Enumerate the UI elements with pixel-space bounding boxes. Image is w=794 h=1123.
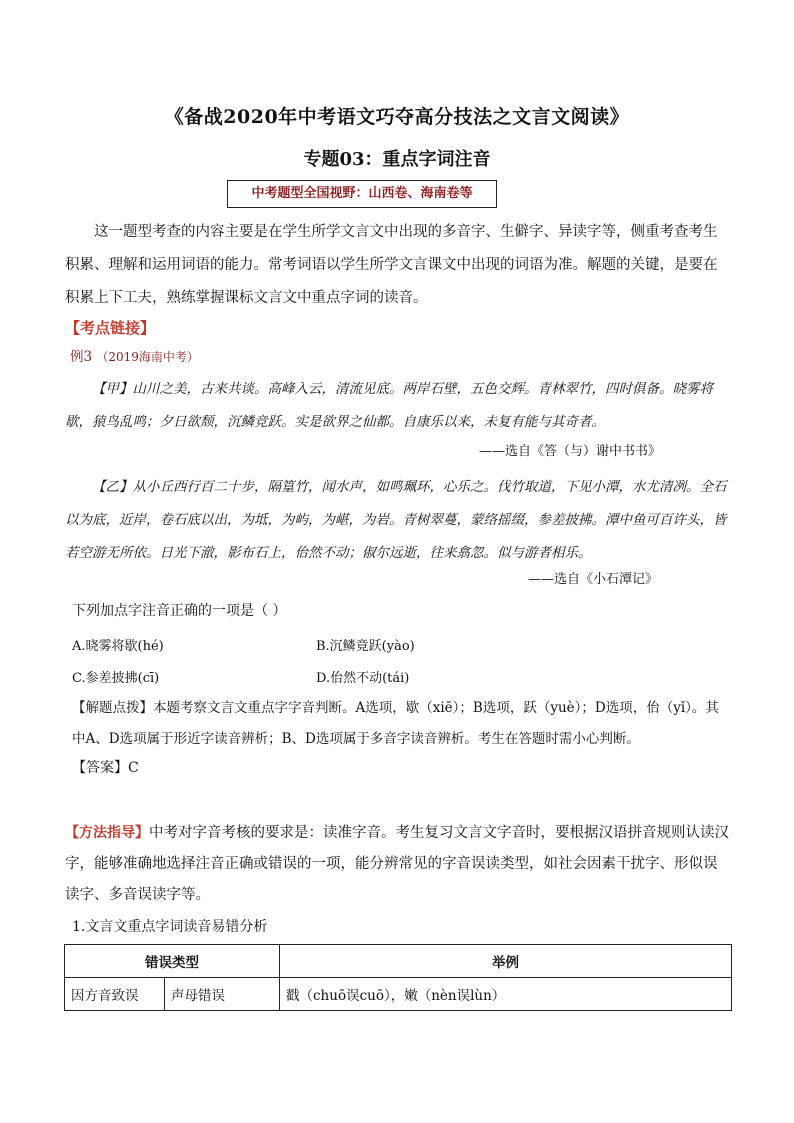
section-heading-kaodian: 【考点链接】 — [65, 319, 156, 337]
page-subtitle: 专题03：重点字词注音 — [303, 149, 491, 170]
example-heading — [70, 345, 199, 365]
table-header-type: 错误类型 — [65, 945, 280, 978]
error-table — [64, 944, 732, 1011]
table-cell-type: 声母错误 — [165, 978, 280, 1011]
example-label: 例3 — [70, 349, 93, 365]
option-d: D.佁然不动(tái) — [316, 671, 410, 686]
table-header-example: 举例 — [280, 945, 732, 978]
example-source: （2019海南中考） — [96, 350, 199, 364]
table-cell-example: 戳（chuō误cuō），嫩（nèn误lùn） — [280, 978, 732, 1011]
passage-a-credit: ——选自《答（与）谢中书书》 — [478, 444, 661, 459]
section-heading-method: 【方法指导】 — [65, 825, 149, 841]
list-title: 1.文言文重点字词读音易错分析 — [72, 919, 268, 935]
table-cell-cause: 因方音致误 — [65, 978, 165, 1011]
scope-box: 中考题型全国视野：山西卷、海南卷等 — [227, 180, 497, 208]
passage-b-credit: ——选自《小石潭记》 — [527, 572, 658, 587]
analysis-paragraph: 【解题点拨】本题考察文言文重点字字音判断。A选项，歇（xiē）；B选项，跃（yuè）；D选项，佁（yǐ）。其中A、D选项属于形近字读音辨析；B、D选项属于多音字读音辨析。考生在答题时需小心判断。 — [72, 700, 719, 747]
intro-paragraph: 这一题型考查的内容主要是在学生所学文言文中出现的多音字、生僻字、异读字等，侧重考查考生积累、理解和运用词语的能力。常考词语以学生所学文言课文中出现的词语为准。解题的关键，是要在积累上下工夫，熟练掌握课标文言文中重点字词的读音。 — [65, 224, 718, 306]
method-text: 中考对字音考核的要求是：读准字音。考生复习文言文字音时，要根据汉语拼音规则认读汉字，能够准确地选择注音正确或错误的一项，能分辨常见的字音误读类型，如社会因素干扰字、形似误读字、多音误读字等。 — [65, 825, 729, 903]
page-title: 《备战2020年中考语文巧夺高分技法之文言文阅读》 — [164, 106, 630, 128]
option-c: C.参差披拂(cī) — [72, 671, 160, 686]
table-header-row — [65, 945, 732, 978]
passage-a: 【甲】山川之美，古来共谈。高峰入云，清流见底。两岸石壁，五色交辉。青林翠竹，四时俱备。晓雾将歇，猿鸟乱鸣；夕日欲颓，沉鳞竞跃。实是欲界之仙都。自康乐以来，未复有能与其奇者。 — [65, 381, 713, 430]
passage-b: 【乙】从小丘西行百二十步，隔篁竹，闻水声，如鸣珮环，心乐之。伐竹取道，下见小潭，水尤清冽。全石以为底，近岸，卷石底以出，为坻，为屿，为嵁，为岩。青树翠蔓，蒙络摇缀，参差披拂。潭中鱼可百许头，皆若空游无所依。日光下澈，影布石上，佁然不动；俶尔远逝，往来翕忽。似与游者相乐。 — [65, 479, 727, 561]
table-row — [65, 978, 732, 1011]
option-b: B.沉鳞竟跃(yào) — [316, 639, 415, 654]
method-paragraph — [65, 818, 730, 911]
question-stem: 下列加点字注音正确的一项是（ ） — [72, 603, 287, 619]
option-a: A.晓雾将歇(hé) — [72, 639, 164, 654]
answer-line: 【答案】C — [72, 760, 139, 776]
